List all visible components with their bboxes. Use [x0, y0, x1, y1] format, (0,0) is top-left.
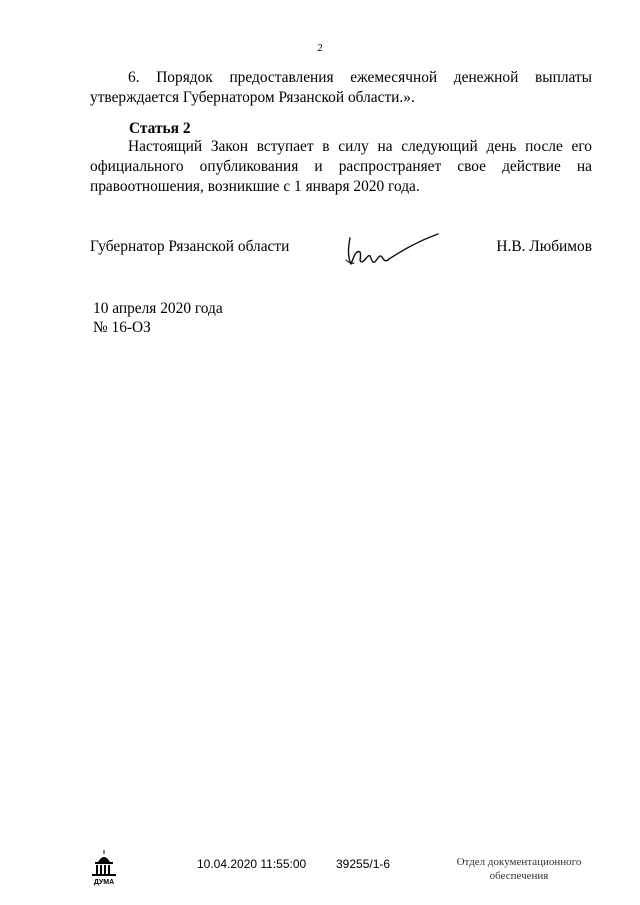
footer-department-line1: Отдел документационного [456, 856, 582, 868]
governor-title: Губернатор Рязанской области [90, 238, 290, 255]
handwritten-signature [342, 230, 442, 272]
article-heading: Статья 2 [129, 120, 191, 137]
law-date: 10 апреля 2020 года [93, 300, 223, 317]
footer-department-line2: обеспечения [489, 870, 549, 882]
footer-document-number: 39255/1-6 [336, 857, 391, 871]
duma-logo-icon [89, 848, 119, 886]
law-number: № 16-ОЗ [93, 319, 151, 336]
paragraph-6: 6. Порядок предоставления ежемесячной денежной выплаты утверждается Губернатором Рязанской области.». [90, 69, 592, 106]
footer-department-stamp [444, 855, 594, 883]
governor-name: Н.В. Любимов [496, 238, 592, 255]
duma-logo-text: ДУМА [93, 879, 115, 886]
article-text: Настоящий Закон вступает в силу на следующий день после его официального опубликования и распространяет свое действие на правоотношения, возникшие с 1 января 2020 года. [90, 138, 592, 195]
footer-timestamp: 10.04.2020 11:55:00 [197, 857, 307, 871]
page-number: 2 [317, 42, 323, 54]
